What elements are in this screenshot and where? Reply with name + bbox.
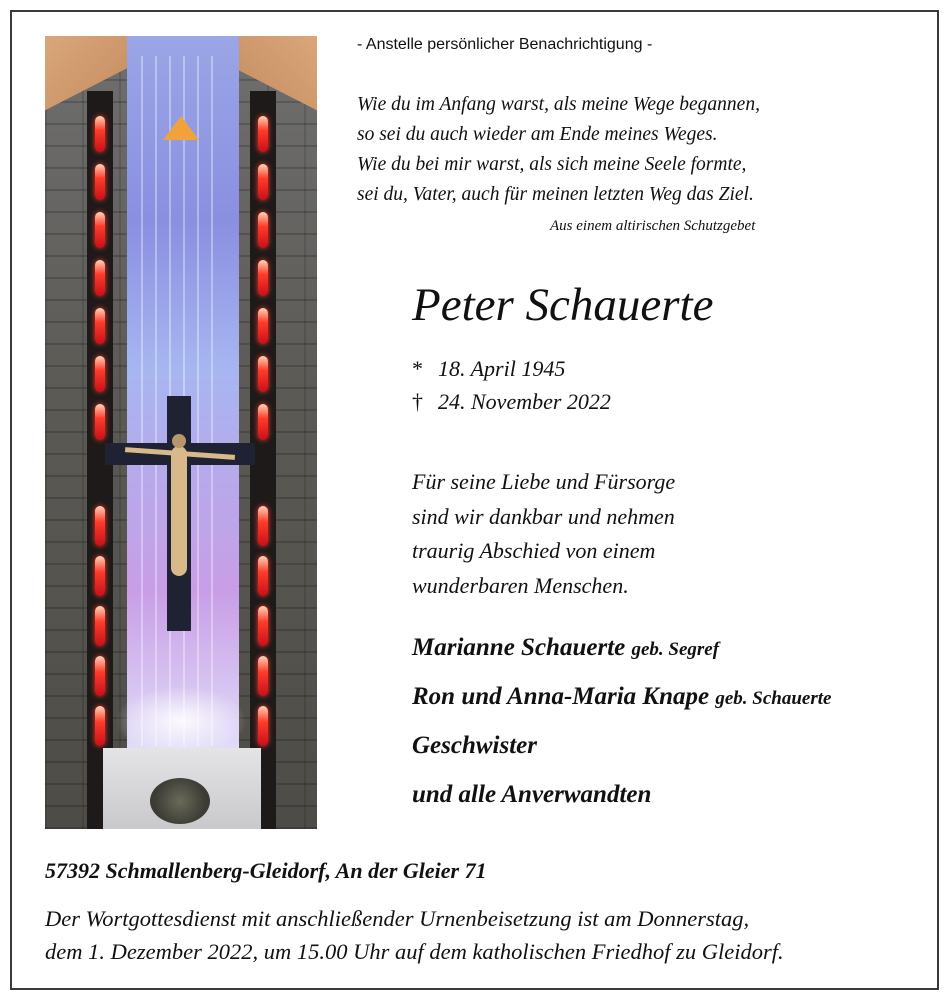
window-light <box>95 656 105 696</box>
trinity-triangle-icon <box>163 116 199 140</box>
life-dates <box>412 352 611 418</box>
message-line: traurig Abschied von einem <box>412 538 656 563</box>
death-symbol: † <box>412 389 423 414</box>
mourner-row <box>412 628 831 677</box>
window-light <box>258 606 268 646</box>
birth-row <box>412 352 611 385</box>
church-altar-photo <box>45 36 317 829</box>
mourner-row <box>412 775 831 824</box>
window-light <box>258 404 268 440</box>
window-light <box>95 706 105 746</box>
altar-inlay <box>150 778 210 824</box>
birth-symbol: * <box>412 356 423 381</box>
service-line: Der Wortgottesdienst mit anschließender Urnenbeisetzung ist am Donnerstag, <box>45 906 750 931</box>
mourner-name: Ron und Anna-Maria Knape <box>412 683 710 710</box>
window-light <box>258 308 268 344</box>
death-date: 24. November 2022 <box>438 389 611 414</box>
service-info <box>45 902 784 968</box>
window-light <box>258 356 268 392</box>
window-light <box>258 656 268 696</box>
message-line: wunderbaren Menschen. <box>412 572 629 598</box>
mourner-name: und alle Anverwandten <box>412 781 652 808</box>
window-light <box>258 164 268 200</box>
window-light <box>95 308 105 344</box>
window-light <box>95 116 105 152</box>
window-light <box>95 506 105 546</box>
deceased-name: Peter Schauerte <box>412 279 714 331</box>
poem-line: Wie du im Anfang warst, als meine Wege begannen, <box>357 94 760 115</box>
poem-line: Wie du bei mir warst, als sich meine Seele formte, <box>357 154 747 175</box>
window-light <box>258 506 268 546</box>
address-line: 57392 Schmallenberg-Gleidorf, An der Gleier 71 <box>45 858 487 883</box>
altar-light <box>115 686 247 756</box>
window-light <box>258 116 268 152</box>
notice-line: - Anstelle persönlicher Benachrichtigung - <box>357 36 653 53</box>
mourner-born-name: geb. Segref <box>631 639 720 660</box>
window-light <box>258 212 268 248</box>
window-light <box>95 556 105 596</box>
message-line: Für seine Liebe und Fürsorge <box>412 469 676 494</box>
message-line: sind wir dankbar und nehmen <box>412 503 675 529</box>
mourners-list <box>412 628 831 824</box>
window-light <box>95 356 105 392</box>
service-line: dem 1. Dezember 2022, um 15.00 Uhr auf dem katholischen Friedhof zu Gleidorf. <box>45 939 784 964</box>
crucifix-figure <box>171 446 187 576</box>
window-light <box>95 260 105 296</box>
mourner-name: Marianne Schauerte <box>412 634 626 661</box>
poem-line: sei du, Vater, auch für meinen letzten Weg das Ziel. <box>357 184 754 205</box>
window-light <box>258 706 268 746</box>
mourner-row <box>412 677 831 726</box>
window-light <box>95 164 105 200</box>
window-light <box>258 260 268 296</box>
window-light <box>95 212 105 248</box>
window-light <box>95 404 105 440</box>
window-light <box>258 556 268 596</box>
crucifix-head <box>172 434 186 448</box>
farewell-message <box>412 465 675 603</box>
poem-line: so sei du auch wieder am Ende meines Weges. <box>357 124 718 145</box>
death-row <box>412 385 611 418</box>
window-light <box>95 606 105 646</box>
birth-date: 18. April 1945 <box>438 356 566 381</box>
mourner-row <box>412 726 831 775</box>
mourner-born-name: geb. Schauerte <box>715 688 832 709</box>
poem <box>357 90 760 210</box>
poem-source: Aus einem altirischen Schutzgebet <box>550 218 756 234</box>
mourner-name: Geschwister <box>412 732 537 759</box>
